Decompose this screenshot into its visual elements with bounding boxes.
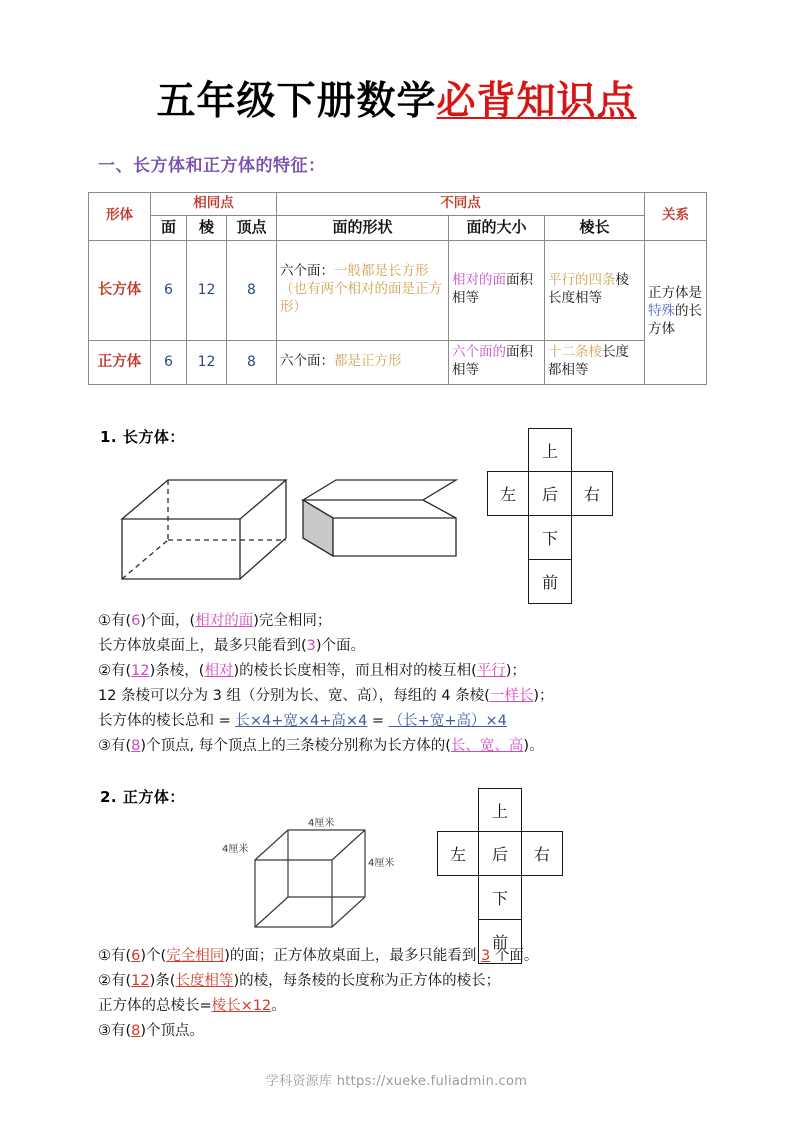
cuboid-note-line-3: [98, 659, 554, 684]
h: 相对的面: [195, 613, 254, 629]
t: )的棱，每条棱的长度称为正方体的棱长；: [233, 973, 501, 989]
t: ②有(: [98, 973, 132, 989]
t: ③有(: [98, 738, 132, 754]
cuboid-edge-length: [545, 240, 645, 340]
table-row: [89, 340, 707, 384]
relation-plain-1: 正方体是: [648, 285, 703, 302]
cuboid-wireframe-figure: [120, 472, 290, 592]
features-table: [88, 192, 707, 385]
row-name-cuboid: 长方体: [89, 240, 151, 340]
table-header-row-2: [89, 215, 707, 240]
n: 6: [131, 948, 141, 964]
cuboid-face-size-accent: 相对的面: [452, 272, 507, 289]
row-name-cube: 正方体: [89, 340, 151, 384]
cube-vertices: 8: [227, 340, 277, 384]
cuboid-note-line-2: [98, 634, 554, 659]
t: 。: [271, 998, 286, 1014]
n: 3: [480, 948, 491, 964]
n: 8: [131, 738, 141, 754]
net-cell-front: 前: [528, 559, 572, 604]
t: )完全相同；: [253, 613, 332, 629]
n: 12: [131, 973, 150, 989]
n: 3: [306, 638, 316, 654]
t: )条棱，(: [149, 663, 205, 679]
t: )的面；正方体放桌面上，最多只能看到: [224, 948, 481, 964]
header-edge-length: 棱长: [545, 215, 645, 240]
relation-plain-2: 的长方体: [648, 303, 703, 338]
cuboid-edge-length-accent: 平行的四条: [548, 272, 616, 289]
cuboid-face-size: [449, 240, 545, 340]
page-title-black: 五年级下册数学: [156, 79, 437, 124]
table-row: [89, 240, 707, 340]
cuboid-note-line-4: [98, 684, 554, 709]
cube-face-size: [449, 340, 545, 384]
header-face-size: 面的大小: [449, 215, 545, 240]
cube-note-line-2: [98, 969, 538, 994]
t: ①有(: [98, 613, 132, 629]
h: 长度相等: [175, 973, 234, 989]
cube-face-shape-accent: 都是正方形: [334, 353, 402, 370]
cube-notes: [98, 944, 538, 1044]
cuboid-face-size-plain: 面积相等: [452, 272, 534, 307]
cuboid-face-shape-accent: 一般都是长方形（也有两个相对的面是正方形）: [280, 263, 443, 316]
net-cell-bottom: 下: [478, 875, 522, 920]
cube-face-shape-plain: 六个面：: [280, 353, 335, 370]
net-cell-top: 上: [478, 788, 522, 832]
cube-note-line-1: [98, 944, 538, 969]
h: 长、宽、高: [450, 738, 524, 754]
formula-1: 长×4+宽×4+高×4: [235, 713, 368, 729]
cube-figure: [222, 812, 402, 932]
header-vertices: 顶点: [227, 215, 277, 240]
net-cell-left: 左: [487, 471, 529, 516]
cuboid-edge-length-plain: 棱长度相等: [548, 272, 630, 307]
header-faces: 面: [151, 215, 187, 240]
cube-net-diagram: [437, 788, 559, 968]
t: 个面。: [490, 948, 539, 964]
header-face-shape: 面的形状: [277, 215, 449, 240]
cube-edges: 12: [187, 340, 227, 384]
t: =: [367, 713, 389, 729]
cuboid-solid-figure: [300, 478, 460, 578]
t: )个(: [140, 948, 167, 964]
page-title-red: 必背知识点: [436, 79, 637, 124]
net-cell-back: 后: [478, 831, 522, 876]
cuboid-face-shape-plain: 六个面：: [280, 263, 335, 280]
t: )；: [505, 663, 526, 679]
n: 12: [131, 663, 150, 679]
section-heading-1: 一、长方体和正方体的特征：: [98, 156, 326, 176]
formula-2: （长+宽+高）×4: [388, 713, 507, 729]
cube-edge-length-accent: 十二条棱: [548, 344, 603, 361]
header-same-points: 相同点: [151, 193, 277, 216]
subsection-heading-cube: 2. 正方体：: [100, 788, 185, 806]
cube-face-shape: [277, 340, 449, 384]
t: )。: [523, 738, 544, 754]
cuboid-faces: 6: [151, 240, 187, 340]
net-cell-back: 后: [528, 471, 572, 516]
t: ①有(: [98, 948, 132, 964]
cube-edge-length-plain: 长度都相等: [548, 344, 630, 379]
t: )的棱长长度相等，而且相对的棱互相(: [233, 663, 477, 679]
t: 正方体的总棱长=: [98, 998, 212, 1014]
n: 8: [131, 1023, 141, 1039]
h: 一样长: [489, 688, 534, 704]
cuboid-face-shape: [277, 240, 449, 340]
cuboid-vertices: 8: [227, 240, 277, 340]
cube-note-line-4: [98, 1019, 538, 1044]
cuboid-note-line-5: [98, 709, 554, 734]
cuboid-edges: 12: [187, 240, 227, 340]
cube-face-size-accent: 六个面的: [452, 344, 507, 361]
net-cell-right: 右: [571, 471, 613, 516]
page-title: [0, 70, 793, 126]
h: 完全相同: [166, 948, 225, 964]
t: 长方体的棱长总和 =: [98, 713, 236, 729]
subsection-heading-cuboid: 1. 长方体：: [100, 428, 185, 446]
h: 平行: [476, 663, 506, 679]
cube-edge-length: [545, 340, 645, 384]
t: )个顶点, 每个顶点上的三条棱分别称为长方体的(: [140, 738, 451, 754]
header-relation: 关系: [645, 193, 707, 241]
cuboid-note-line-1: [98, 609, 554, 634]
cube-label-left: 4厘米: [222, 844, 249, 855]
cube-label-right: 4厘米: [368, 858, 395, 869]
net-cell-top: 上: [528, 428, 572, 472]
t: ③有(: [98, 1023, 132, 1039]
t: 长方体放桌面上，最多只能看到(: [98, 638, 307, 654]
t: )条(: [149, 973, 176, 989]
t: )；: [533, 688, 554, 704]
cube-face-size-plain: 面积相等: [452, 344, 534, 379]
cuboid-note-line-6: [98, 734, 554, 759]
n: 6: [131, 613, 141, 629]
table-header-row-1: [89, 193, 707, 216]
t: )个面，(: [140, 613, 196, 629]
header-edges: 棱: [187, 215, 227, 240]
t: )个面。: [315, 638, 366, 654]
cube-faces: 6: [151, 340, 187, 384]
cuboid-notes: [98, 609, 554, 759]
cube-note-line-3: [98, 994, 538, 1019]
h: 相对: [204, 663, 234, 679]
relation-cell: [645, 240, 707, 384]
t: 12 条棱可以分为 3 组（分别为长、宽、高），每组的 4 条棱(: [98, 688, 490, 704]
footer-watermark: 学科资源库 https://xueke.fuliadmin.com: [265, 1074, 528, 1089]
net-cell-left: 左: [437, 831, 479, 876]
net-cell-front: 前: [478, 919, 522, 964]
header-diff-points: 不同点: [277, 193, 645, 216]
formula: 棱长×12: [211, 998, 272, 1014]
header-shape: 形体: [89, 193, 151, 241]
cuboid-net-diagram: [487, 428, 609, 608]
net-cell-bottom: 下: [528, 515, 572, 560]
relation-accent: 特殊: [648, 303, 676, 320]
cube-label-top: 4厘米: [308, 818, 335, 829]
t: )个顶点。: [140, 1023, 205, 1039]
net-cell-right: 右: [521, 831, 563, 876]
t: ②有(: [98, 663, 132, 679]
